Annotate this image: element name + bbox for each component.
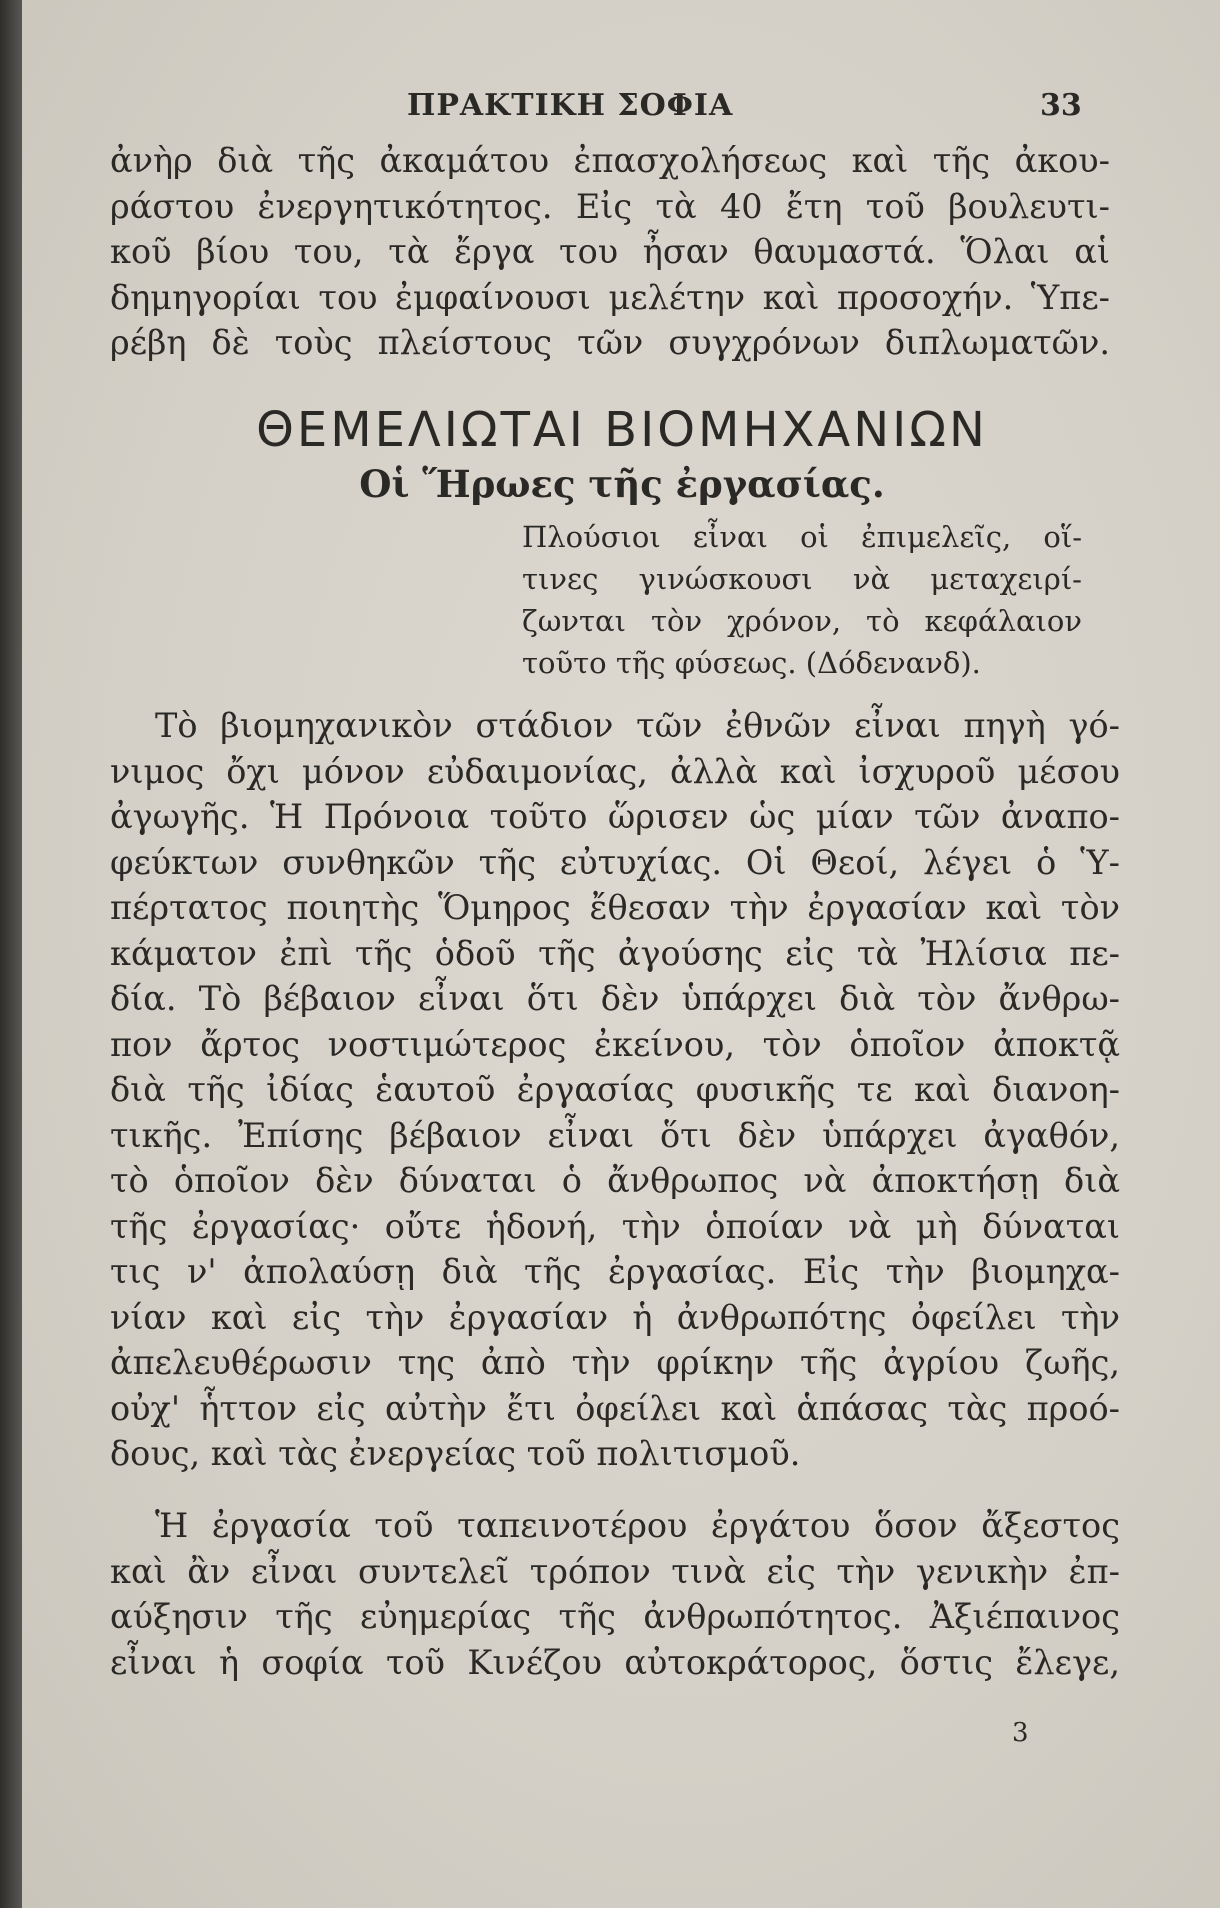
text-line: πον ἄρτος νοστιμώτερος ἐκείνου, τὸν ὁποῖον ἀποκτᾷ	[110, 1024, 1120, 1064]
text-line: καὶ ἂν εἶναι συντελεῖ τρόπον τινὰ εἰς τὴν γενικὴν ἐπ-	[110, 1551, 1120, 1591]
epigraph	[522, 516, 1082, 684]
text-line: νίαν καὶ εἰς τὴν ἐργασίαν ἡ ἀνθρωπότης ὀφείλει τὴν	[110, 1297, 1120, 1337]
text-line: Ἡ ἐργασία τοῦ ταπεινοτέρου ἐργάτου ὅσον ἄξεστος	[155, 1506, 1120, 1545]
epigraph-line: Πλούσιοι εἶναι οἱ ἐπιμελεῖς, οἵ-	[522, 520, 1082, 554]
text-line: τῆς ἐργασίας· οὔτε ἡδονή, τὴν ὁποίαν νὰ μὴ δύναται	[110, 1206, 1120, 1246]
text-line: τὸ ὁποῖον δὲν δύναται ὁ ἄνθρωπος νὰ ἀποκτήσῃ διὰ	[110, 1161, 1120, 1200]
page-header	[22, 88, 1220, 128]
signature-mark: 3	[1012, 1718, 1029, 1748]
text-line: ρέβη δὲ τοὺς πλείστους τῶν συγχρόνων διπλωματῶν.	[110, 323, 1110, 362]
text-line: διὰ τῆς ἰδίας ἑαυτοῦ ἐργασίας φυσικῆς τε καὶ διανοη-	[110, 1070, 1120, 1109]
text-line: φεύκτων συνθηκῶν τῆς εὐτυχίας. Οἱ Θεοί, λέγει ὁ Ὑ-	[110, 842, 1120, 882]
paragraph-2	[110, 1503, 1120, 1685]
text-line: κάματον ἐπὶ τῆς ὁδοῦ τῆς ἀγούσης εἰς τὰ Ἠλίσια πε-	[110, 933, 1120, 973]
text-line: ἀπελευθέρωσιν της ἀπὸ τὴν φρίκην τῆς ἀγρίου ζωῆς,	[110, 1343, 1120, 1382]
text-line: πέρτατος ποιητὴς Ὅμηρος ἔθεσαν τὴν ἐργασίαν καὶ τὸν	[110, 888, 1120, 927]
text-line: ράστου ἐνεργητικότητος. Εἰς τὰ 40 ἔτη τοῦ βουλευτι-	[110, 186, 1110, 226]
epigraph-line: τοῦτο τῆς φύσεως. (Δόδενανδ).	[522, 646, 981, 680]
text-line: εἶναι ἡ σοφία τοῦ Κινέζου αὐτοκράτορος, ὅστις ἔλεγε,	[110, 1642, 1120, 1682]
page-number: 33	[1040, 88, 1082, 123]
running-title: ΠΡΑΚΤΙΚΗ ΣΟΦΙΑ	[407, 88, 734, 123]
text-line: δημηγορίαι του ἐμφαίνουσι μελέτην καὶ προσοχήν. Ὑπε-	[110, 277, 1110, 317]
text-line: δους, καὶ τὰς ἐνεργείας τοῦ πολιτισμοῦ.	[110, 1434, 801, 1473]
text-line: ἀγωγῆς. Ἡ Πρόνοια τοῦτο ὥρισεν ὡς μίαν τῶν ἀναπο-	[110, 797, 1120, 836]
text-line: τις ν' ἀπολαύσῃ διὰ τῆς ἐργασίας. Εἰς τὴν βιομηχα-	[110, 1252, 1120, 1291]
text-line: νιμος ὄχι μόνον εὐδαιμονίας, ἀλλὰ καὶ ἰσχυροῦ μέσου	[110, 751, 1120, 791]
text-line: Τὸ βιομηχανικὸν στάδιον τῶν ἐθνῶν εἶναι πηγὴ γό-	[155, 706, 1120, 745]
book-page	[22, 0, 1220, 1908]
text-line: αύξησιν τῆς εὐημερίας τῆς ἀνθρωπότητος. Ἀξιέπαινος	[110, 1597, 1120, 1636]
text-line: δία. Τὸ βέβαιον εἶναι ὅτι δὲν ὑπάρχει διὰ τὸν ἄνθρω-	[110, 979, 1120, 1018]
book-binding-edge	[0, 0, 22, 1908]
epigraph-line: ζωνται τὸν χρόνον, τὸ κεφάλαιον	[522, 604, 1082, 638]
text-line: ἀνὴρ διὰ τῆς ἀκαμάτου ἐπασχολήσεως καὶ τῆς ἀκου-	[110, 141, 1110, 180]
paragraph-1	[110, 703, 1120, 1477]
section-title: ΘΕΜΕΛΙΩΤΑΙ ΒΙΟΜΗΧΑΝΙΩΝ	[256, 402, 988, 458]
text-line: τικῆς. Ἐπίσης βέβαιον εἶναι ὅτι δὲν ὑπάρχει ἀγαθόν,	[110, 1115, 1120, 1155]
intro-paragraph	[110, 138, 1110, 366]
epigraph-line: τινες γινώσκουσι νὰ μεταχειρί-	[522, 562, 1082, 596]
text-line: κοῦ βίου του, τὰ ἔργα του ἦσαν θαυμαστά. Ὅλαι αἱ	[110, 232, 1110, 271]
text-line: οὐχ' ἧττον εἰς αὐτὴν ἔτι ὀφείλει καὶ ἁπάσας τὰς προό-	[110, 1388, 1120, 1428]
section-subtitle: Οἱ Ἥρωες τῆς ἐργασίας.	[359, 462, 885, 506]
